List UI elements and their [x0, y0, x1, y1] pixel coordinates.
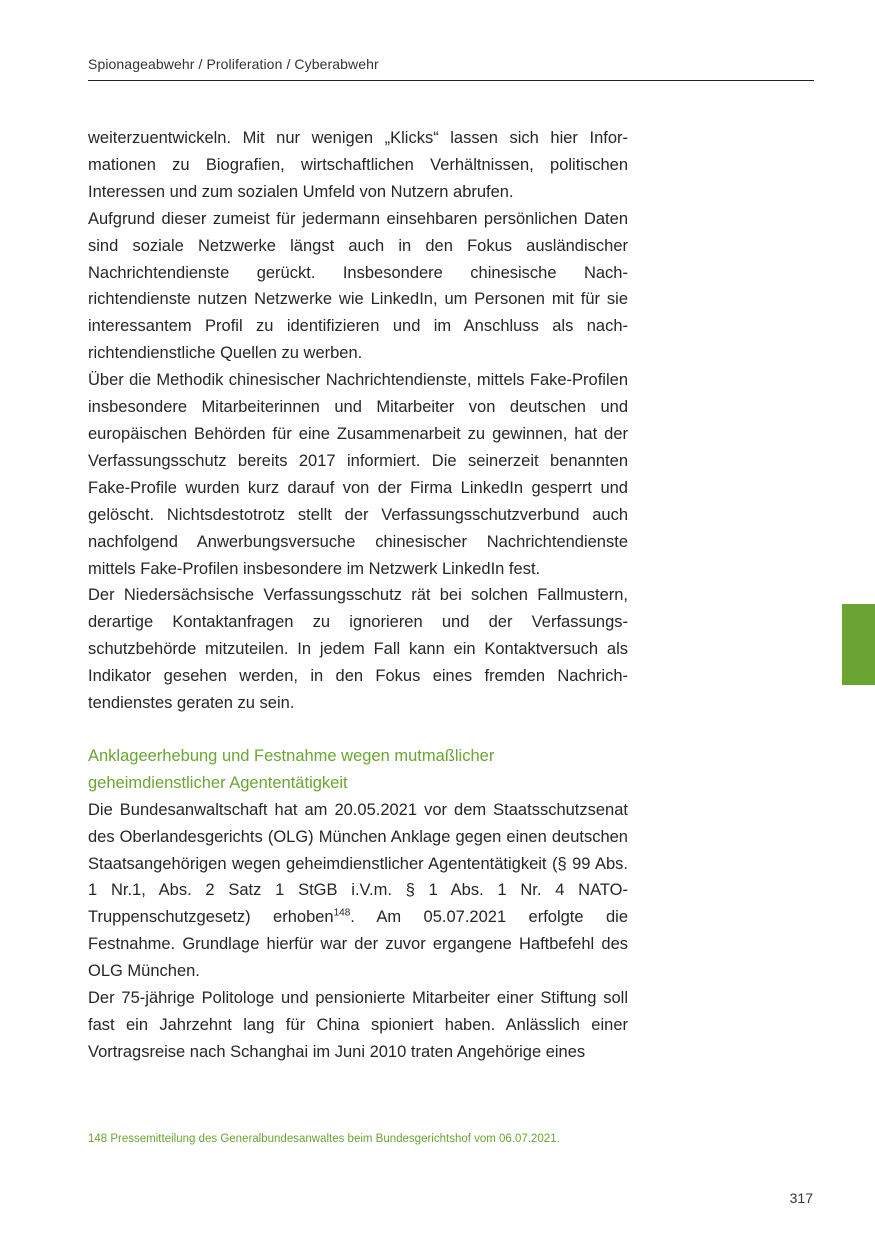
chapter-tab-marker: [842, 604, 875, 685]
paragraph-2: Aufgrund dieser zumeist für jedermann einsehbaren persönlichen Daten sind soziale Netzwerke längst auch in den Fokus ausländischer Nachrichtendienste gerückt. Insbesondere chinesische Nachrichtendienste nutzen Netzwerke wie LinkedIn, um Personen mit für sie interessantem Profil zu identifizieren und im Anschluss als nachrichtendienstliche Quellen zu werben.: [88, 209, 628, 363]
paragraph-5-text-b: . Am 05.07.2021 erfolgte die Festnahme. Grundlage hierfür war der zuvor ergangene Haftbefehl des OLG München.: [88, 908, 628, 981]
page-number: 317: [789, 1190, 813, 1206]
section-heading-line-1: Anklageerhebung und Festnahme wegen mutmaßlicher: [88, 746, 495, 765]
paragraph-5: [88, 797, 628, 985]
main-text-column: [88, 125, 628, 1066]
running-header: Spionageabwehr / Proliferation / Cyberabwehr: [88, 56, 379, 72]
footnote-reference[interactable]: 148: [333, 907, 351, 919]
footnote: 148 Pressemitteilung des Generalbundesanwaltes beim Bundesgerichtshof vom 06.07.2021.: [88, 1133, 560, 1145]
paragraph-4: Der Niedersächsische Verfassungsschutz rät bei solchen Fallmustern, derartige Kontaktanfragen zu ignorieren und der Verfassungsschutzbehörde mitzuteilen. In jedem Fall kann ein Kontaktversuch als Indikator gesehen werden, in den Fokus eines fremden Nachrichtendienstes geraten zu sein.: [88, 586, 628, 713]
paragraph-6: Der 75-jährige Politologe und pensionierte Mitarbeiter einer Stiftung soll fast ein Jahrzehnt lang für China spioniert haben. Anlässlich einer Vortragsreise nach Schanghai im Juni 2010 traten Angehörige eines: [88, 989, 628, 1061]
section-heading-line-2: geheimdienstlicher Agententätigkeit: [88, 773, 348, 792]
paragraph-5-text-a: Die Bundesanwaltschaft hat am 20.05.2021 vor dem Staatsschutzsenat des Oberlandesgerichts (OLG) München Anklage gegen einen deutschen Staatsangehörigen wegen geheimdienstlicher Agententätigkeit (§ 99 Abs. 1 Nr.1, Abs. 2 Satz 1 StGB i.V.m. § 1 Abs. 1 Nr. 4 NATO-Truppenschutzgesetz) erhoben: [88, 800, 628, 927]
section-heading: [88, 743, 628, 797]
paragraph-3: Über die Methodik chinesischer Nachrichtendienste, mittels Fake-Profilen insbesondere Mitarbeiterinnen und Mitarbeiter von deutschen und europäischen Behörden für eine Zusammenarbeit zu gewinnen, hat der Verfassungsschutz bereits 2017 informiert. Die seinerzeit benannten Fake-Profile wurden kurz darauf von der Firma LinkedIn gesperrt und gelöscht. Nichtsdestotrotz stellt der Verfassungsschutzverbund auch nachfolgend Anwerbungsversuche chinesischer Nachrichtendienste mittels Fake-Profilen insbesondere im Netzwerk LinkedIn fest.: [88, 371, 628, 578]
header-divider: [88, 80, 814, 81]
paragraph-1: weiterzuentwickeln. Mit nur wenigen „Klicks“ lassen sich hier Informationen zu Biografien, wirtschaftlichen Verhältnissen, politischen Interessen und zum sozialen Umfeld von Nutzern abrufen.: [88, 129, 628, 201]
